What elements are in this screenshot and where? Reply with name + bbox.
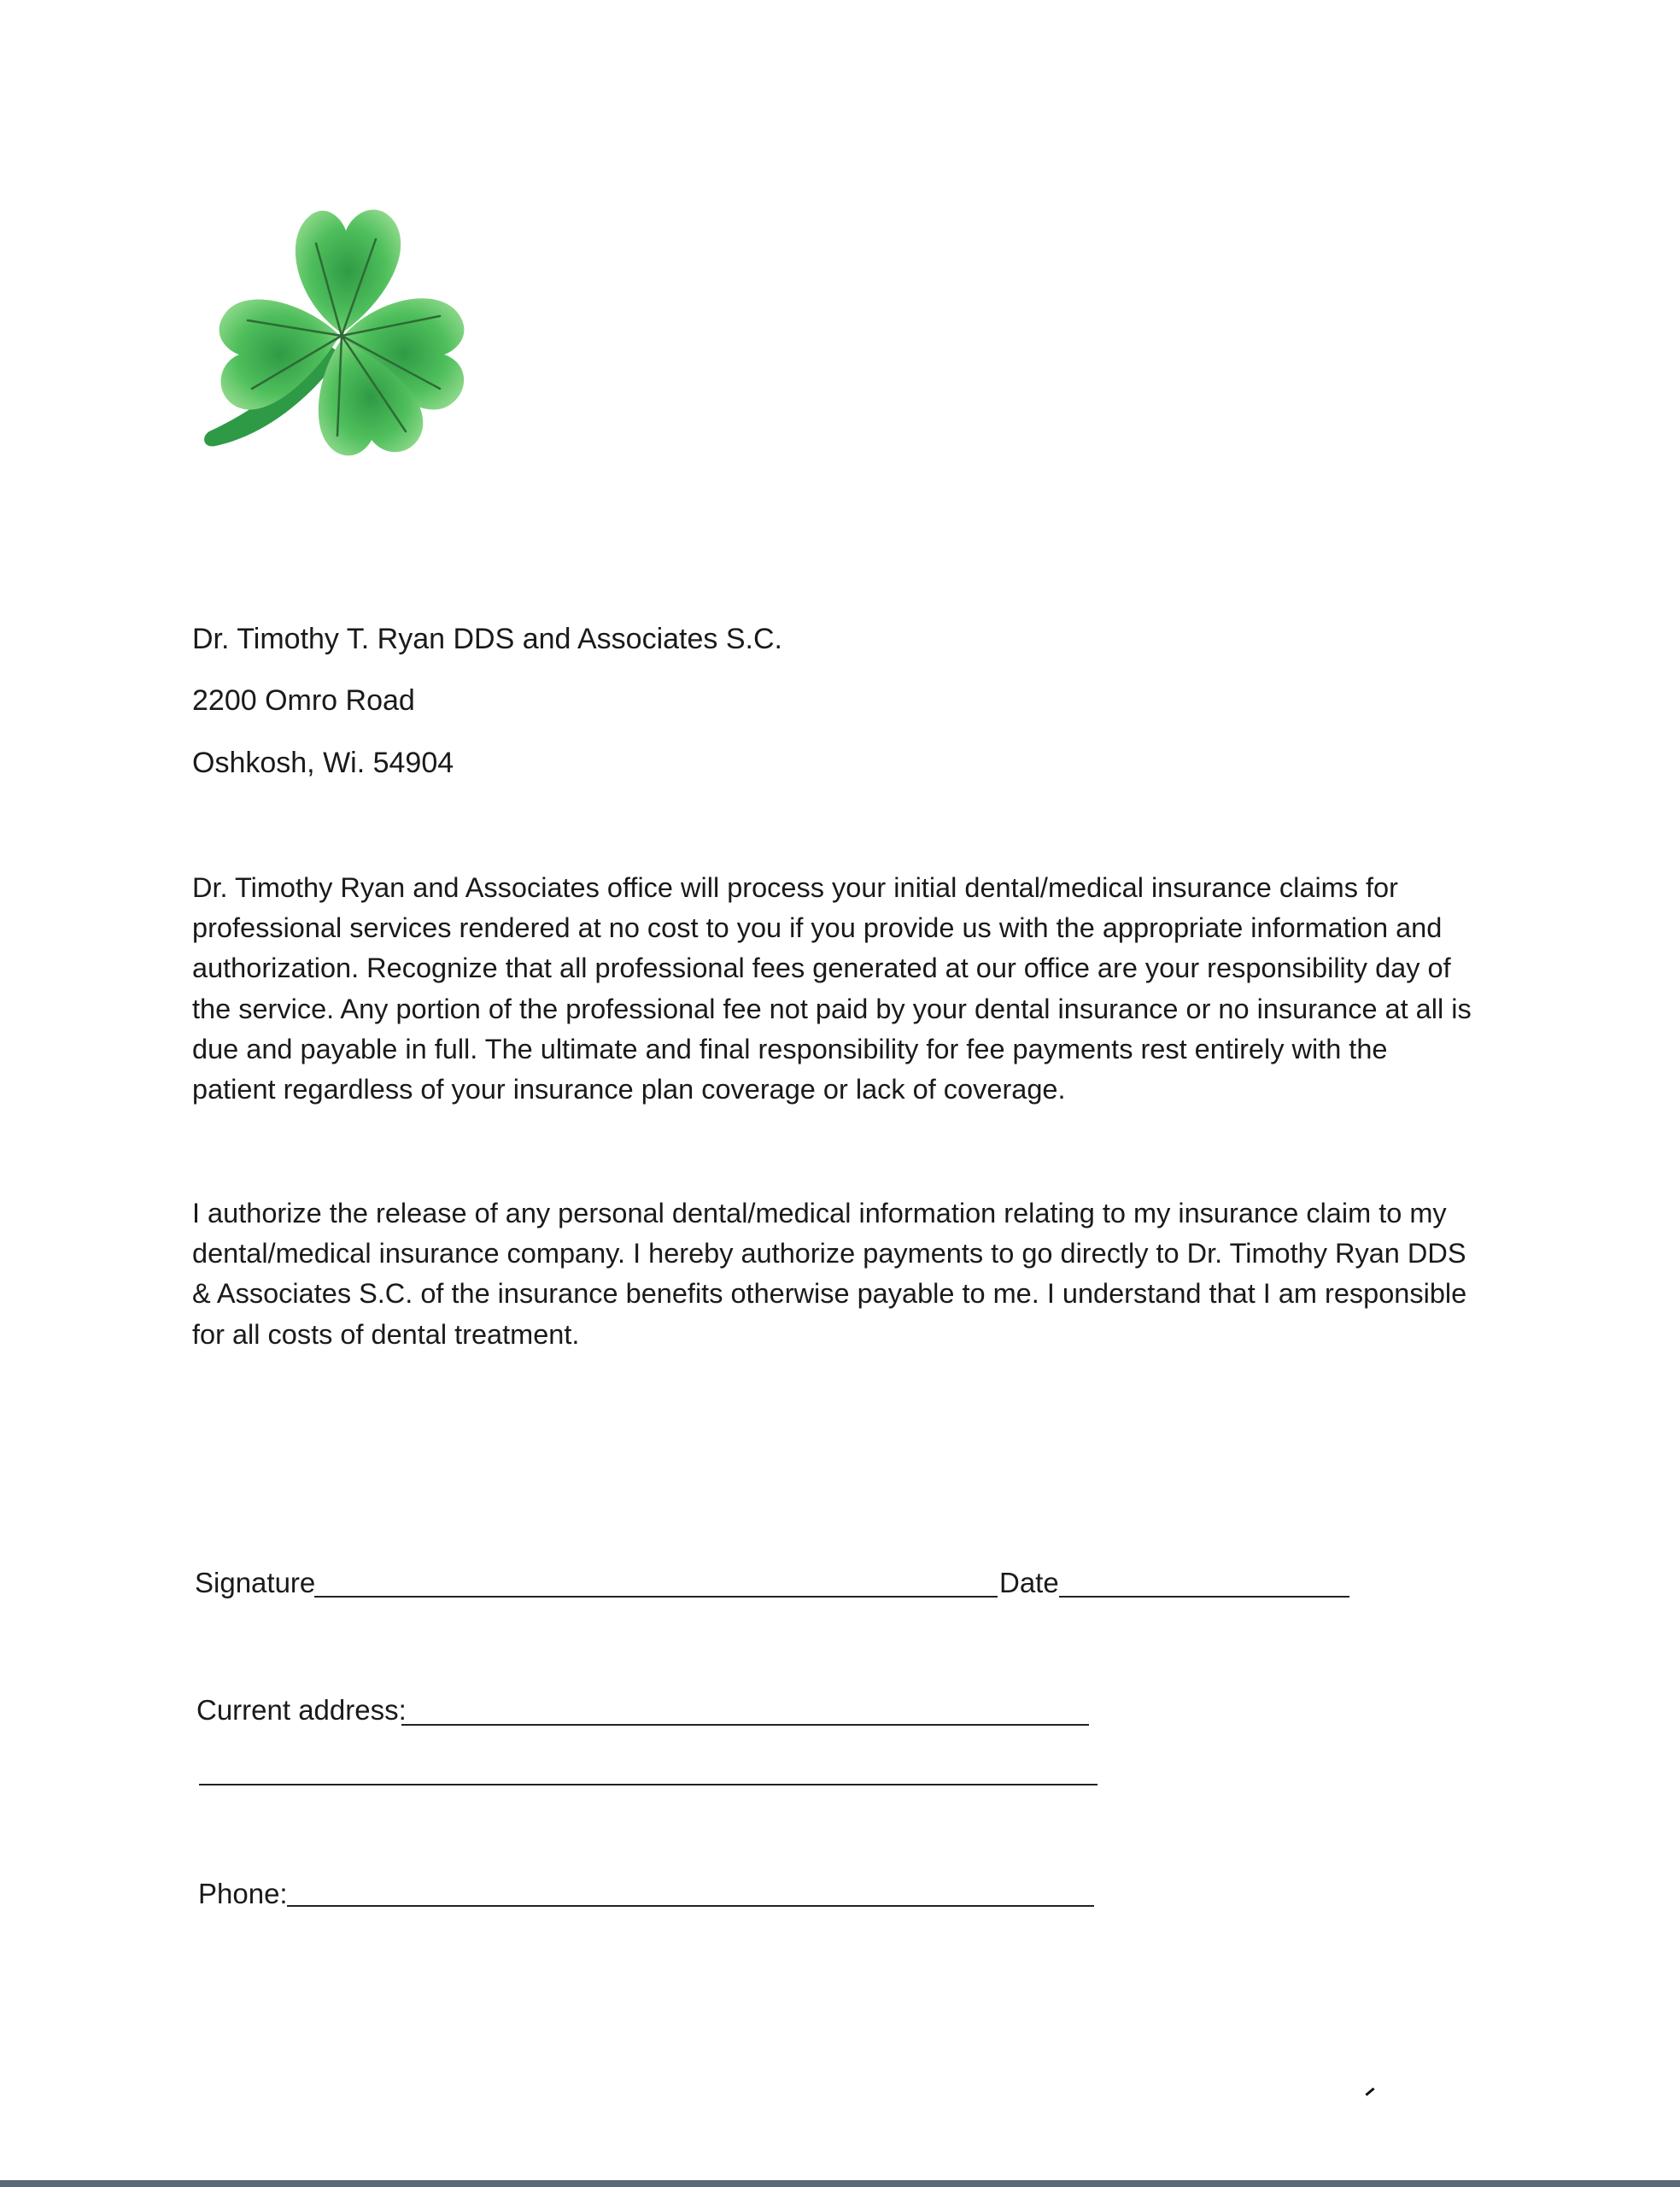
authorization-paragraph: I authorize the release of any personal dental/medical information relating to my insurance claim to my dental/medical insurance company. I hereby authorize payments to go directly to Dr. Timothy Ryan DDS & Associates S.C. of the insurance benefits otherwise payable to me. I understand that I am responsible for all costs of dental treatment. <box>192 1198 1467 1350</box>
address-line-1[interactable] <box>401 1724 1089 1726</box>
practice-city: Oshkosh, Wi. 54904 <box>192 747 454 779</box>
current-address-label: Current address: <box>196 1694 407 1726</box>
scan-mark <box>1365 2087 1374 2096</box>
signature-line[interactable] <box>314 1596 998 1598</box>
phone-label: Phone: <box>198 1878 288 1909</box>
practice-street: 2200 Omro Road <box>192 684 415 717</box>
address-line-2[interactable] <box>199 1784 1098 1785</box>
phone-line[interactable] <box>287 1905 1094 1907</box>
signature-label: Signature <box>195 1567 316 1598</box>
practice-name: Dr. Timothy T. Ryan DDS and Associates S.C. <box>192 623 782 655</box>
four-leaf-clover-icon <box>196 192 487 466</box>
date-line[interactable] <box>1059 1596 1349 1598</box>
scan-bottom-edge <box>0 2180 1680 2187</box>
date-label: Date <box>999 1567 1059 1598</box>
billing-policy-paragraph: Dr. Timothy Ryan and Associates office will process your initial dental/medical insurance claims for professional services rendered at no cost to you if you provide us with the appropriate information and authorization. Recognize that all professional fees generated at our office are your responsibility day of the service. Any portion of the professional fee not paid by your dental insurance or no insurance at all is due and payable in full. The ultimate and final responsibility for fee payments rest entirely with the patient regardless of your insurance plan coverage or lack of coverage. <box>192 872 1472 1105</box>
